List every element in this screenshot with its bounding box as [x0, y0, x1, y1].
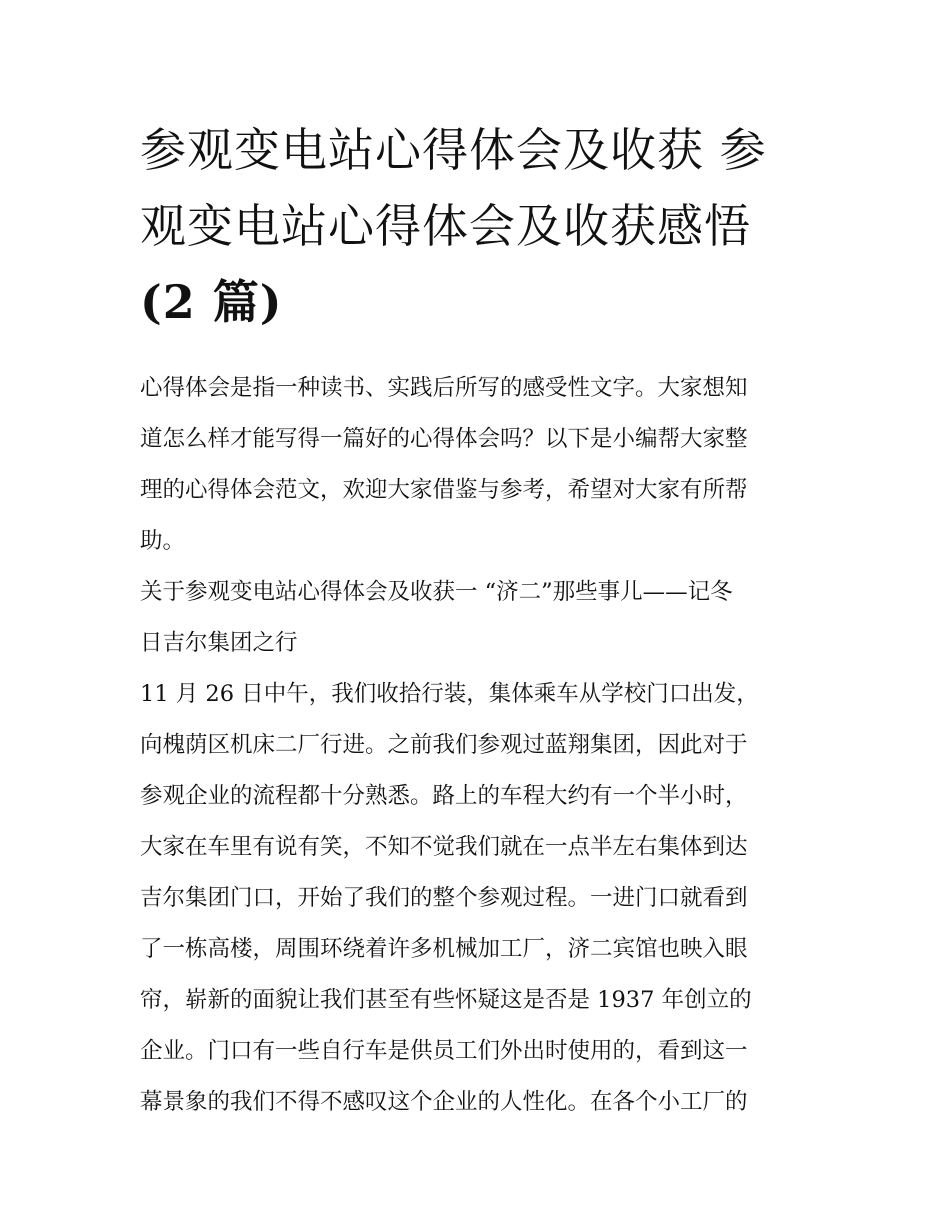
- title-line-2: 观变电站心得体会及收获感悟: [140, 199, 751, 253]
- body-line: 11 月 26 日中午，我们收拾行装，集体乘车从学校门口出发，: [140, 681, 759, 707]
- title-line-3: (2 篇): [140, 275, 283, 329]
- body-line: 帘，崭新的面貌让我们甚至有些怀疑这是否是 1937 年创立的: [140, 987, 752, 1013]
- document-page: [140, 112, 812, 1128]
- title-line-1: 参观变电站心得体会及收获 参: [140, 123, 767, 177]
- body-line: 大家在车里有说有笑，不知不觉我们就在一点半左右集体到达: [140, 834, 748, 860]
- document-title: [140, 112, 812, 340]
- section-heading-line: 关于参观变电站心得体会及收获一 “济二”那些事儿——记冬: [140, 579, 733, 605]
- body-line: 理的心得体会范文，欢迎大家借鉴与参考，希望对大家有所帮: [140, 477, 748, 503]
- body-line: 向槐荫区机床二厂行进。之前我们参观过蓝翔集团，因此对于: [140, 732, 748, 758]
- body-line: 企业。门口有一些自行车是供员工们外出时使用的，看到这一: [140, 1038, 748, 1064]
- section-heading-line: 日吉尔集团之行: [140, 630, 298, 656]
- body-line: 参观企业的流程都十分熟悉。路上的车程大约有一个半小时，: [140, 783, 748, 809]
- body-line: 心得体会是指一种读书、实践后所写的感受性文字。大家想知: [140, 375, 748, 401]
- document-body: [140, 363, 812, 1128]
- body-line: 道怎么样才能写得一篇好的心得体会吗？以下是小编帮大家整: [140, 426, 748, 452]
- body-line: 了一栋高楼，周围环绕着许多机械加工厂，济二宾馆也映入眼: [140, 936, 748, 962]
- body-line: 助。: [140, 528, 186, 554]
- body-line: 吉尔集团门口，开始了我们的整个参观过程。一进门口就看到: [140, 885, 748, 911]
- body-line: 幕景象的我们不得不感叹这个企业的人性化。在各个小工厂的: [140, 1089, 748, 1115]
